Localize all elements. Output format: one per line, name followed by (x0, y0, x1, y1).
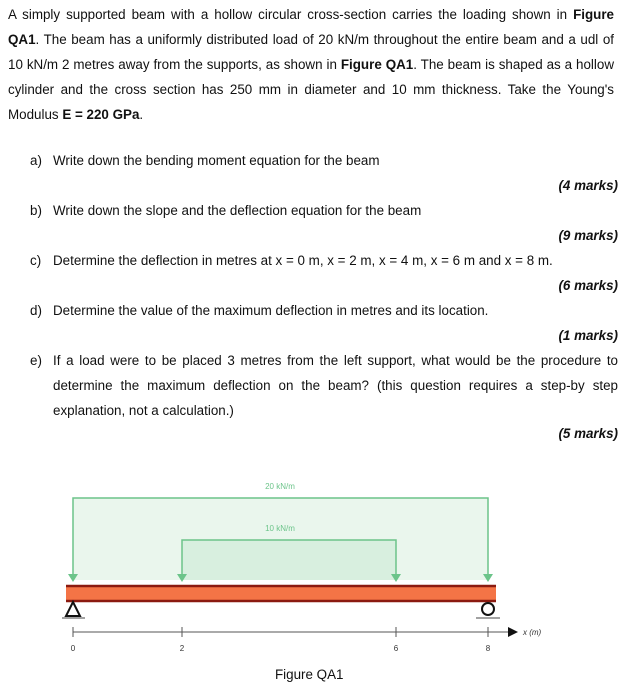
load-label-outer: 20 kN/m (265, 482, 295, 491)
axis-label: x (m) (523, 628, 542, 637)
load-label-inner: 10 kN/m (265, 524, 295, 533)
question-label: c) (30, 253, 42, 268)
marks: (1 marks) (558, 328, 618, 343)
axis-arrow-icon (508, 627, 518, 637)
udl-10-area (182, 540, 396, 580)
tick-label: 6 (393, 644, 399, 653)
intro-text: . (139, 107, 144, 122)
marks: (9 marks) (558, 228, 618, 243)
marks: (6 marks) (558, 278, 618, 293)
roller-support-icon (482, 603, 494, 615)
pin-support-icon (66, 602, 80, 616)
question-text: Write down the bending moment equation for the beam (53, 153, 380, 168)
beam (66, 586, 496, 601)
question-label: e) (30, 353, 42, 368)
figure-caption: Figure QA1 (275, 667, 344, 682)
question-text: Determine the deflection in metres at x = 0 m, x = 2 m, x = 4 m, x = 6 m and x = 8 m. (53, 253, 553, 268)
question-label: a) (30, 153, 42, 168)
marks: (4 marks) (558, 178, 618, 193)
youngs-modulus: E = 220 GPa (62, 107, 140, 122)
tick-label: 2 (179, 644, 185, 653)
question-text: Write down the slope and the deflection equation for the beam (53, 203, 422, 218)
figure-ref: Figure QA1 (340, 57, 414, 72)
tick-label: 0 (70, 644, 76, 653)
marks: (5 marks) (558, 426, 618, 441)
intro-text: . The beam is shaped as a hollow cylinder and the cross section has 250 mm in diameter and 10 mm thickness. Take the Young's Modulus (8, 57, 615, 122)
question-label: d) (30, 303, 42, 318)
intro-text: A simply supported beam with a hollow circular cross-section carries the loading shown in (8, 7, 574, 22)
question-text: If a load were to be placed 3 metres from the left support, what would be the procedure to determine the maximum deflection on the beam? (this question requires a step-by step explanation, not a calculation.) (53, 353, 618, 418)
intro-text: . The beam has a uniformly distributed load of 20 kN/m throughout the entire beam and a udl of 10 kN/m 2 metres away from the supports, as shown in (8, 32, 614, 72)
question-text: Determine the value of the maximum deflection in metres and its location. (53, 303, 489, 318)
figure-ref: Figure QA1 (8, 7, 614, 47)
question-label: b) (30, 203, 42, 218)
tick-label: 8 (485, 644, 491, 653)
